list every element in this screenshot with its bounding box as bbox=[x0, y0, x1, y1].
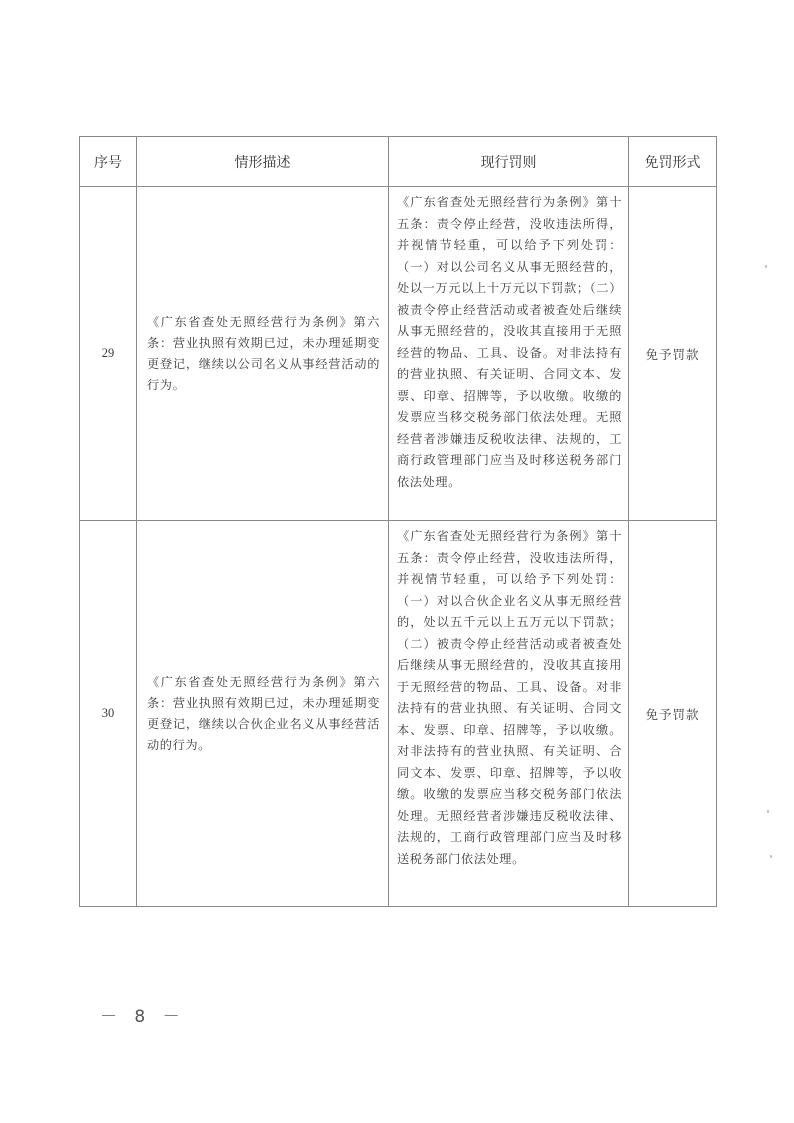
header-current-penalty: 现行罚则 bbox=[389, 137, 629, 187]
row-current-penalty: 《广东省查处无照经营行为条例》第十五条：责令停止经营，没收违法所得，并视情节轻重，可以给予下列处罚：（一）对以合伙企业名义从事无照经营的，处以五千元以上五万元以下罚款；（二）被责令停止经营活动或者被查处后继续从事无照经营的，没收其直接用于无照经营的物品、工具、设备。对非法持有的营业执照、有关证明、合同文本、发票、印章、招牌等，予以收缴。对非法持有的营业执照、有关证明、合同文本、发票、印章、招牌等，予以收缴。收缴的发票应当移交税务部门依法处理。无照经营者涉嫌违反税收法律、法规的，工商行政管理部门应当及时移送税务部门依法处理。 bbox=[389, 521, 629, 907]
scan-speck bbox=[770, 855, 772, 858]
row-number: 29 bbox=[80, 187, 137, 521]
table-header-row bbox=[80, 137, 717, 187]
scan-speck bbox=[767, 810, 769, 813]
table-row bbox=[80, 187, 717, 521]
row-description: 《广东省查处无照经营行为条例》第六条：营业执照有效期已过，未办理延期变更登记，继续以合伙企业名义从事经营活动的行为。 bbox=[137, 521, 389, 907]
page-number: － 8 － bbox=[100, 1007, 186, 1027]
header-description: 情形描述 bbox=[137, 137, 389, 187]
table-row bbox=[80, 521, 717, 907]
row-description: 《广东省查处无照经营行为条例》第六条：营业执照有效期已过，未办理延期变更登记，继续以公司名义从事经营活动的行为。 bbox=[137, 187, 389, 521]
row-exemption-form: 免予罚款 bbox=[629, 521, 717, 907]
row-current-penalty: 《广东省查处无照经营行为条例》第十五条：责令停止经营，没收违法所得，并视情节轻重，可以给予下列处罚：（一）对以公司名义从事无照经营的，处以一万元以上十万元以下罚款；（二）被责令停止经营活动或者被查处后继续从事无照经营的，没收其直接用于无照经营的物品、工具、设备。对非法持有的营业执照、有关证明、合同文本、发票、印章、招牌等，予以收缴。收缴的发票应当移交税务部门依法处理。无照经营者涉嫌违反税收法律、法规的，工商行政管理部门应当及时移送税务部门依法处理。 bbox=[389, 187, 629, 521]
header-exemption-form: 免罚形式 bbox=[629, 137, 717, 187]
row-exemption-form: 免予罚款 bbox=[629, 187, 717, 521]
header-number: 序号 bbox=[80, 137, 137, 187]
row-number: 30 bbox=[80, 521, 137, 907]
penalty-exemption-table bbox=[79, 136, 717, 907]
scan-speck bbox=[765, 265, 767, 268]
